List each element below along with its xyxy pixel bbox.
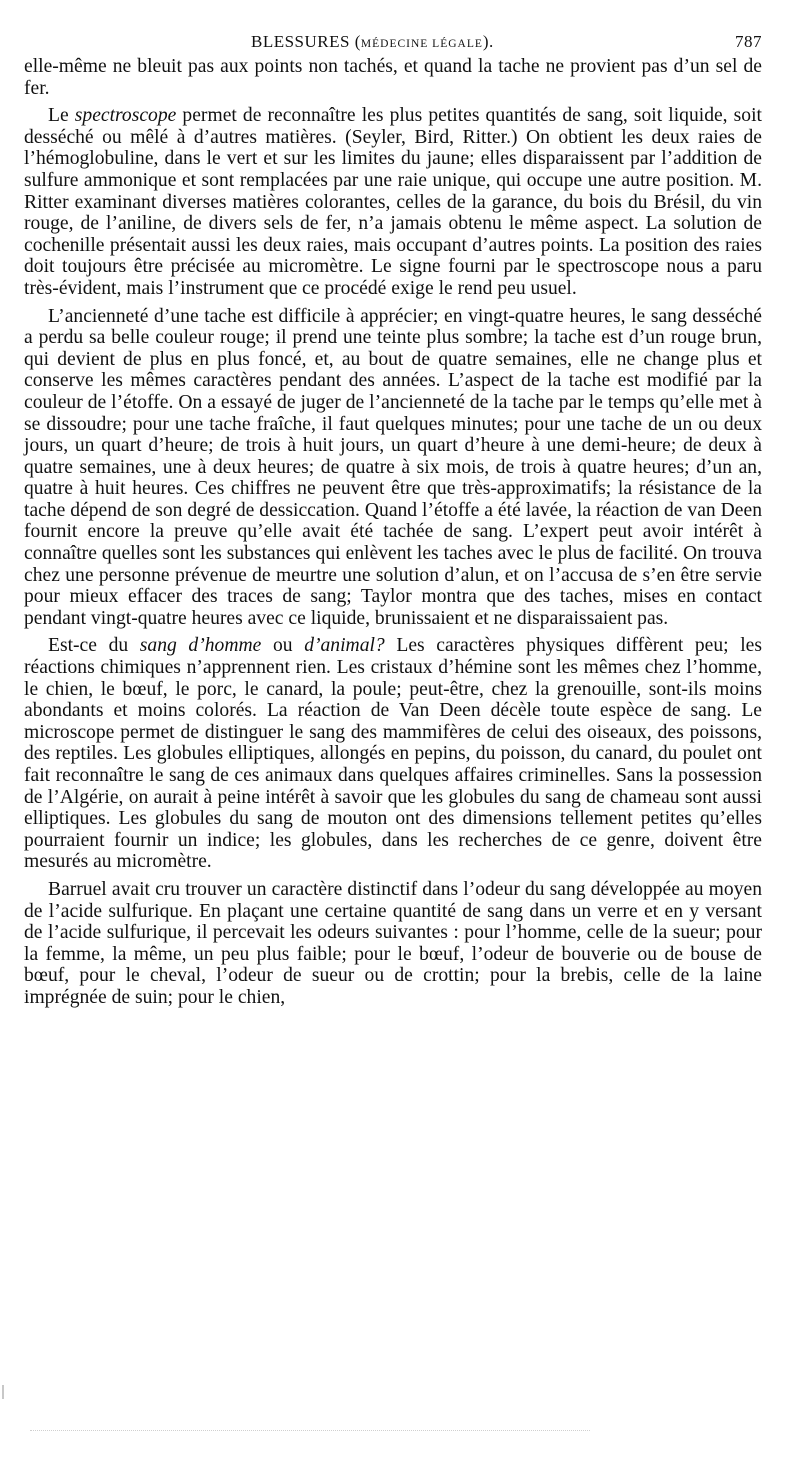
- running-title: [251, 32, 494, 52]
- running-title-prefix: BLESSURES (: [251, 32, 361, 51]
- italic-term-spectroscope: spectroscope: [74, 105, 177, 127]
- scan-footer-dots: [30, 1430, 590, 1435]
- paragraph-anciennete: L’ancienneté d’une tache est difficile à apprécier; en vingt-quatre heures, le sang desséché a perdu sa belle couleur rouge; il prend une teinte plus sombre; la tache est d’un rouge brun, qui devient de plus en plus foncé, et, au bout de quatre semaines, elle ne change plus et conserve les mêmes caractères pendant des années. L’aspect de la tache est modifié par la couleur de l’étoffe. On a essayé de juger de l’ancienneté de la tache par le temps qu’elle met à se dissoudre; pour une tache fraîche, il faut quelques minutes; pour une tache de un ou deux jours, un quart d’heure; de trois à huit jours, un quart d’heure à une demi-heure; de deux à quatre semaines, une à deux heures; de quatre à six mois, de trois à quatre heures; d’un an, quatre à huit heures. Ces chiffres ne peuvent être que très-approximatifs; la résistance de la tache dépend de son degré de dessiccation. Quand l’étoffe a été lavée, la réaction de van Deen fournit encore la preuve qu’elle avait été tachée de sang. L’expert peut avoir intérêt à connaître quelles sont les substances qui enlèvent les taches avec le plus de facilité. On trouva chez une personne prévenue de meurtre une solution d’alun, et on l’accusa de s’en être servie pour mieux effacer des traces de sang; Taylor montra que des taches, mises en contact pendant vingt-quatre heures avec ce liquide, brunissaient et ne disparaissaient pas.: [24, 305, 762, 629]
- body-text: [24, 56, 762, 1009]
- running-title-suffix: ).: [482, 32, 494, 51]
- paragraph-spectroscope-prefix: Le: [48, 105, 75, 127]
- paragraph-sang-prefix: Est-ce du: [48, 635, 140, 657]
- paragraph-continuation: elle-même ne bleuit pas aux points non tachés, et quand la tache ne provient pas d’un sel de fer.: [24, 56, 762, 99]
- paragraph-barruel: Barruel avait cru trouver un caractère distinctif dans l’odeur du sang développée au moyen de l’acide sulfurique. En plaçant une certaine quantité de sang dans un verre et en y versant de l’acide sulfurique, il percevait les odeurs suivantes : pour l’homme, celle de la sueur; pour la femme, la même, un peu plus faible; pour le bœuf, l’odeur de bouverie ou de bouse de bœuf, pour le cheval, l’odeur de sueur ou de crottin; pour la brebis, celle de la laine imprégnée de suin; pour le chien,: [24, 878, 762, 1008]
- paragraph-spectroscope-text: permet de reconnaître les plus petites quantités de sang, soit liquide, soit desséché ou mêlé à d’autres matières. (Seyler, Bird, Ritter.) On obtient les deux raies de l’hémoglobuline, dans le vert et sur les limites du jaune; elles disparaissent par l’addition de sulfure ammonique et sont remplacées par une raie unique, qui occupe une autre position. M. Ritter examinant diverses matières colorantes, celles de la garance, du bois du Brésil, du vin rouge, de l’aniline, de divers sels de fer, n’a jamais obtenu le même aspect. La solution de cochenille présentait aussi les deux raies, mais occupant d’autres points. La position des raies doit toujours être précisée au micromètre. Le signe fourni par le spectroscope nous a paru très-évident, mais l’instrument que ce procédé exige le rend peu usuel.: [24, 105, 762, 299]
- page-number: 787: [735, 32, 762, 51]
- paragraph-spectroscope: [24, 105, 762, 299]
- paragraph-sang-mid: ou: [261, 635, 305, 657]
- book-page: [24, 30, 762, 1015]
- paragraph-sang-homme-animal: [24, 635, 762, 873]
- running-head: [24, 30, 762, 56]
- italic-term-sang-homme: sang d’homme: [139, 635, 262, 657]
- running-title-small-caps: MÉDECINE LÉGALE: [360, 38, 483, 50]
- italic-term-animal: d’animal?: [304, 635, 385, 657]
- paragraph-sang-text: Les caractères physiques diffèrent peu; les réactions chimiques n’apprennent rien. Les cristaux d’hémine sont les mêmes chez l’homme, le chien, le bœuf, le porc, le canard, la poule; peut-être, chez la grenouille, sont-ils moins abondants et moins colorés. La réaction de Van Deen décèle toute espèce de sang. Le microscope permet de distinguer le sang des mammifères de celui des oiseaux, des poissons, des reptiles. Les globules elliptiques, allongés en pepins, du poisson, du canard, du poulet ont fait reconnaître le sang de ces animaux dans quelques affaires criminelles. Sans la possession de l’Algérie, on aurait à peine intérêt à savoir que les globules du sang de chameau sont aussi elliptiques. Les globules du sang de mouton ont des dimensions tellement petites qu’elles pourraient fournir un indice; les globules, dans les recherches de ce genre, doivent être mesurés au micromètre.: [24, 635, 763, 873]
- scan-edge-mark: [2, 1385, 4, 1399]
